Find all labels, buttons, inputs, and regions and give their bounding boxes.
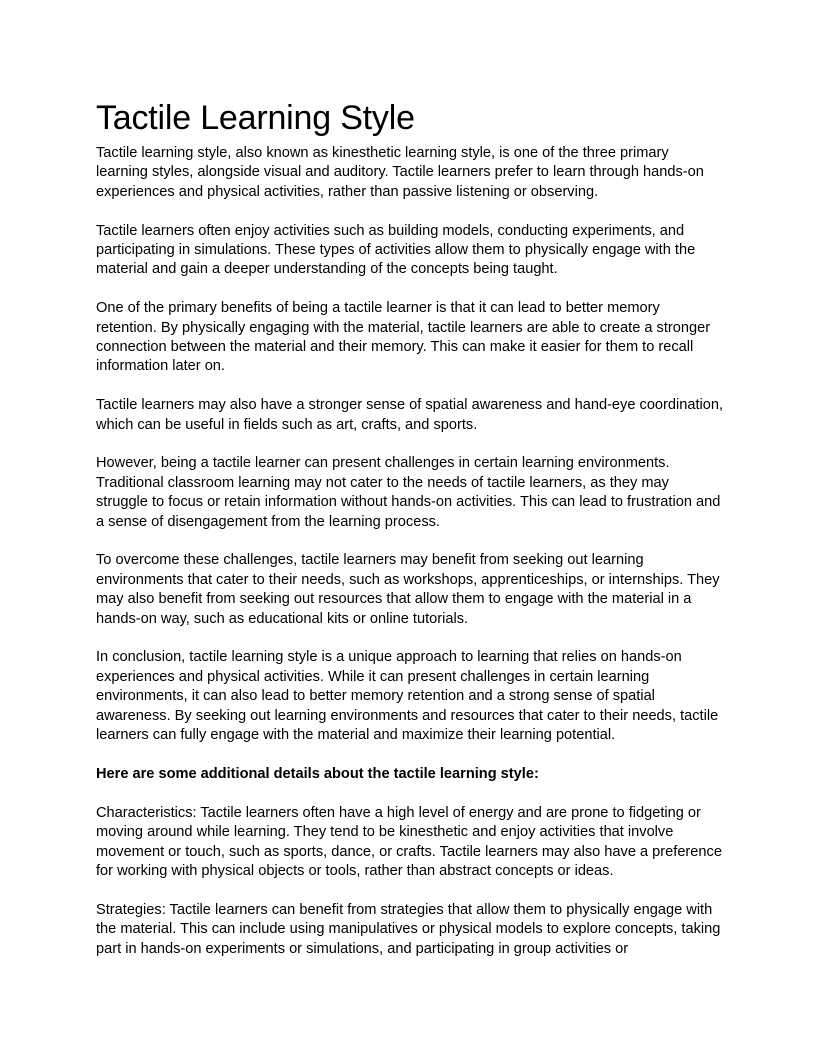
additional-details-heading: Here are some additional details about the tactile learning style: — [96, 765, 539, 782]
paragraph-activities: Tactile learners often enjoy activities such as building models, conducting experiments, and participating in simulations. These types of activities allow them to physically engage with the material and gain a deeper understanding of the concepts being taught. — [96, 222, 696, 278]
paragraph-conclusion: In conclusion, tactile learning style is a unique approach to learning that relies on hands-on experiences and physical activities. While it can present challenges in certain learning environments, it can also lead to better memory retention and a strong sense of spatial awareness. By seeking out learning environments and resources that cater to their needs, tactile learners can fully engage with the material and maximize their learning potential. — [96, 649, 719, 744]
paragraph-spatial: Tactile learners may also have a stronger sense of spatial awareness and hand-eye coordination, which can be useful in fields such as art, crafts, and sports. — [96, 397, 724, 433]
document-page — [96, 96, 724, 978]
document-title: Tactile Learning Style — [96, 99, 415, 137]
paragraph-strategies: Strategies: Tactile learners can benefit from strategies that allow them to physically engage with the material. This can include using manipulatives or physical models to explore concepts, taking part in hands-on experiments or simulations, and participating in group activities or — [96, 901, 721, 957]
paragraph-intro: Tactile learning style, also known as kinesthetic learning style, is one of the three primary learning styles, alongside visual and auditory. Tactile learners prefer to learn through hands-on experiences and physical activities, rather than passive listening or observing. — [96, 145, 704, 200]
paragraph-challenges: However, being a tactile learner can present challenges in certain learning environments. Traditional classroom learning may not cater to the needs of tactile learners, as they may struggle to focus or retain information without hands-on activities. This can lead to frustration and a sense of disengagement from the learning process. — [96, 455, 721, 530]
paragraph-memory: One of the primary benefits of being a tactile learner is that it can lead to better memory retention. By physically engaging with the material, tactile learners are able to create a stronger connection between the material and their memory. This can make it easier for them to recall information later on. — [96, 300, 711, 375]
paragraph-overcome: To overcome these challenges, tactile learners may benefit from seeking out learning environments that cater to their needs, such as workshops, apprenticeships, or internships. They may also benefit from seeking out resources that allow them to engage with the material in a hands-on way, such as educational kits or online tutorials. — [96, 552, 720, 627]
paragraph-characteristics: Characteristics: Tactile learners often have a high level of energy and are prone to fidgeting or moving around while learning. They tend to be kinesthetic and enjoy activities that involve movement or touch, such as sports, dance, or crafts. Tactile learners may also have a preference for working with physical objects or tools, rather than abstract concepts or ideas. — [96, 804, 722, 879]
